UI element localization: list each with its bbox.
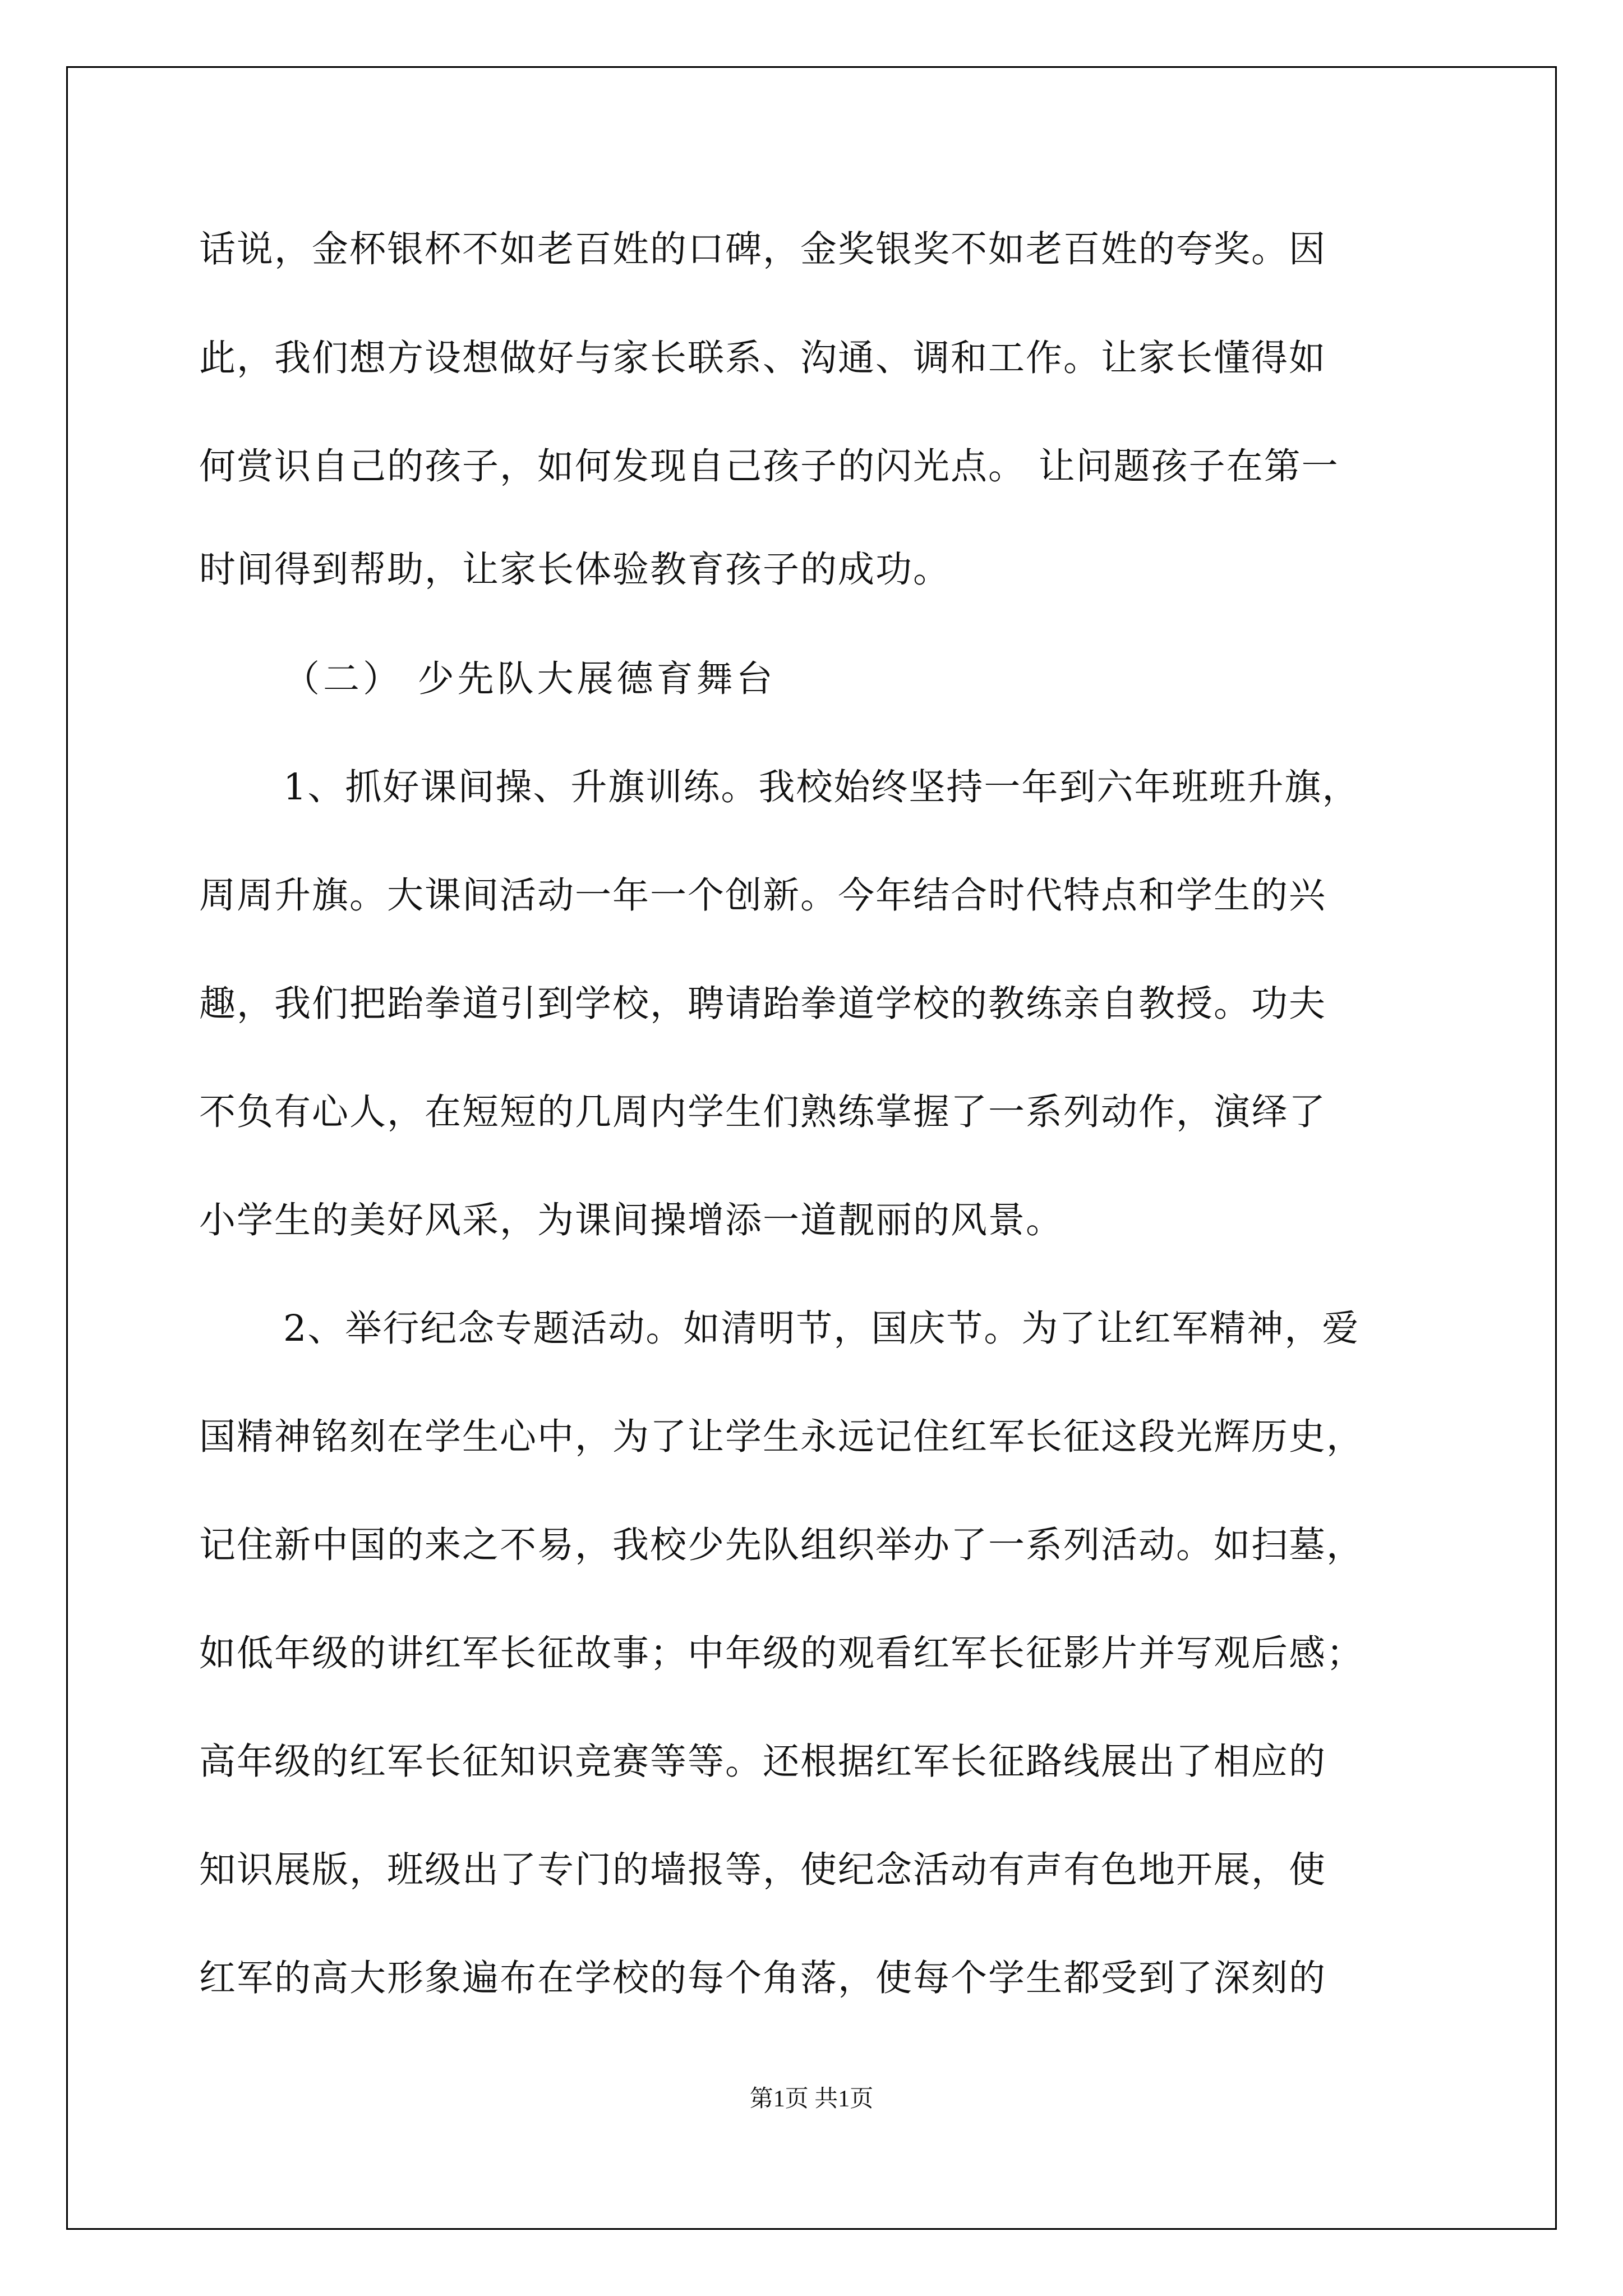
text-line: 1、抓好课间操、升旗训练。我校始终坚持一年到六年班班升旗，	[283, 766, 1360, 808]
text-line: 小学生的美好风采，为课间操增添一道靓丽的风景。	[199, 1199, 1064, 1241]
text-line: 高年级的红军长征知识竞赛等等。还根据红军长征路线展出了相应的	[199, 1741, 1327, 1783]
text-line: 话说，金杯银杯不如老百姓的口碑，金奖银奖不如老百姓的夸奖。因	[199, 228, 1327, 270]
text-line: 记住新中国的来之不易，我校少先队组织举办了一系列活动。如扫墓，	[199, 1524, 1364, 1566]
text-line: 2、举行纪念专题活动。如清明节，国庆节。为了让红军精神，爱	[283, 1308, 1360, 1350]
section-heading: （二） 少先队大展德育舞台	[283, 658, 776, 700]
text-line: 知识展版，班级出了专门的墙报等，使纪念活动有声有色地开展，使	[199, 1849, 1327, 1891]
text-line: 时间得到帮助，让家长体验教育孩子的成功。	[199, 549, 951, 591]
text-line: 何赏识自己的孩子，如何发现自己孩子的闪光点。 让问题孩子在第一	[199, 445, 1339, 487]
text-line: 国精神铭刻在学生心中，为了让学生永远记住红军长征这段光辉历史，	[199, 1416, 1364, 1458]
text-line: 不负有心人，在短短的几周内学生们熟练掌握了一系列动作，演绎了	[199, 1091, 1327, 1133]
text-line: 如低年级的讲红军长征故事；中年级的观看红军长征影片并写观后感；	[199, 1632, 1364, 1674]
page-border	[66, 66, 1557, 2230]
text-line: 周周升旗。大课间活动一年一个创新。今年结合时代特点和学生的兴	[199, 875, 1327, 917]
text-line: 趣，我们把跆拳道引到学校，聘请跆拳道学校的教练亲自教授。功夫	[199, 983, 1327, 1025]
text-line: 此，我们想方设想做好与家长联系、沟通、调和工作。让家长懂得如	[199, 337, 1327, 379]
page-footer: 第1页 共1页	[749, 2086, 874, 2112]
text-line: 红军的高大形象遍布在学校的每个角落，使每个学生都受到了深刻的	[199, 1957, 1327, 1999]
